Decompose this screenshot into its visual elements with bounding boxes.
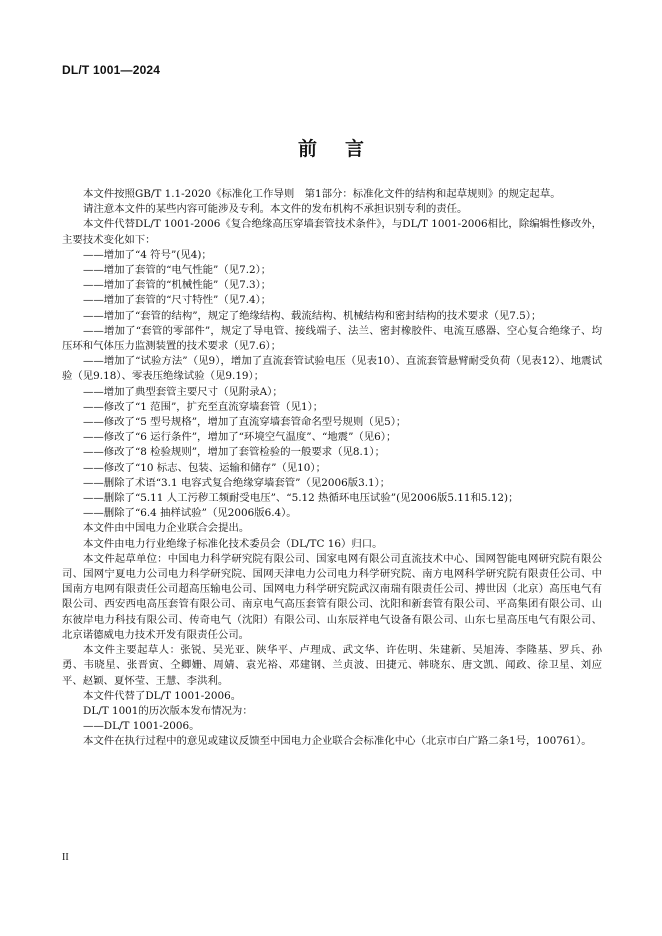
paragraph: 本文件由中国电力企业联合会提出。 xyxy=(83,522,250,535)
paragraph: 本文件起草单位：中国电力科学研究院有限公司、国家电网有限公司直流技术中心、国网智能电网研究院有限公司、国网宁夏电力公司电力科学研究院、国网天津电力公司电力科学研究院、南方电网科学研究院有限责任公司、中国南方电网有限责任公司超高压输电公司、国网电力科学研究院武汉南瑞有限责任公司、搏世因（北京）高压电气有限公司、西安西电高压套管有限公司、南京电气高压套管有限公司、沈阳和新套管有限公司、平高集团有限公司、山东彼岸电力科技有限公司、传奇电气（沈阳）有限公司、山东辰祥电气设备有限公司、山东七星高压电气有限公司、北京诺德威电力技术开发有限责任公司。 xyxy=(62,552,602,641)
change-item: ——删除了“5.11 人工污秽工频耐受电压”、“5.12 热循环电压试验”(见2006版5.11和5.12)； xyxy=(83,492,519,505)
paragraph: 本文件在执行过程中的意见或建议反馈至中国电力企业联合会标准化中心（北京市白广路二条1号，100761）。 xyxy=(83,735,592,748)
paragraph: DL/T 1001的历次版本发布情况为： xyxy=(83,704,253,717)
paragraph: 请注意本文件的某些内容可能涉及专利。本文件的发布机构不承担识别专利的责任。 xyxy=(83,203,468,216)
change-item: ——增加了套管的“机械性能”（见7.3）； xyxy=(83,279,272,292)
version-item: ——DL/T 1001-2006。 xyxy=(83,720,200,733)
document-code: DL/T 1001—2024 xyxy=(62,63,161,77)
change-item: ——增加了“套管的结构”，规定了绝缘结构、载流结构、机械结构和密封结构的技术要求（见7.5）； xyxy=(83,309,542,322)
title-char-2: 言 xyxy=(345,138,365,160)
change-item: ——修改了“8 检验规则”，增加了套管检验的一般要求（见8.1）； xyxy=(83,446,386,459)
change-item: ——修改了“10 标志、包装、运输和储存”（见10）； xyxy=(83,461,326,474)
change-item: ——增加了典型套管主要尺寸（见附录A）； xyxy=(83,385,283,398)
change-item: ——修改了“5 型号规格”，增加了直流穿墙套管命名型号规则（见5）； xyxy=(83,416,407,429)
paragraph: 本文件由电力行业绝缘子标准化技术委员会（DL/TC 16）归口。 xyxy=(83,537,383,550)
change-item: ——增加了套管的“尺寸特性”（见7.4）； xyxy=(83,294,272,307)
paragraph: 本文件代替DL/T 1001-2006《复合绝缘高压穿墙套管技术条件》，与DL/T 1001-2006相比，除编辑性修改外，主要技术变化如下： xyxy=(62,218,602,246)
change-item: ——增加了“套管的零部件”，规定了导电管、接线端子、法兰、密封橡胶件、电流互感器、空心复合绝缘子、均压环和气体压力监测装置的技术要求（见7.6）； xyxy=(62,324,602,353)
change-item: ——修改了“1 范围”，扩充至直流穿墙套管（见1）； xyxy=(83,400,324,413)
change-item: ——增加了“4 符号”(见4)； xyxy=(83,248,212,261)
page-title xyxy=(0,134,662,161)
change-item: ——增加了套管的“电气性能”（见7.2）； xyxy=(83,264,272,277)
change-item: ——删除了“6.4 抽样试验”（见2006版6.4）。 xyxy=(83,507,297,520)
paragraph: 本文件代替了DL/T 1001-2006。 xyxy=(83,689,242,702)
paragraph: 本文件主要起草人：张锐、吴光亚、陕华平、卢理成、武文华、许佐明、朱建新、吴旭涛、李隆基、罗兵、孙勇、韦晓星、张晋寅、仝卿姗、周婧、袁光裕、邓建钢、兰贞波、田捷元、韩晓东、唐文凯、闻政、徐卫星、刘应平、赵颖、夏怀莹、王慧、李洪利。 xyxy=(62,644,602,687)
title-char-1: 前 xyxy=(297,138,317,160)
page-number: II xyxy=(62,852,69,863)
foreword-body xyxy=(62,187,602,750)
change-item: ——修改了“6 运行条件”，增加了“环境空气温度”、“地震”（见6）； xyxy=(83,431,397,444)
change-item: ——增加了“试验方法”（见9），增加了直流套管试验电压（见表10）、直流套管悬臂耐受负荷（见表12）、地震试验（见9.18）、零表压绝缘试验（见9.19）； xyxy=(62,355,602,383)
paragraph: 本文件按照GB/T 1.1-2020《标准化工作导则 第1部分：标准化文件的结构和起草规则》的规定起草。 xyxy=(83,188,561,200)
change-item: ——删除了术语“3.1 电容式复合绝缘穿墙套管”（见2006版3.1）； xyxy=(83,476,391,489)
